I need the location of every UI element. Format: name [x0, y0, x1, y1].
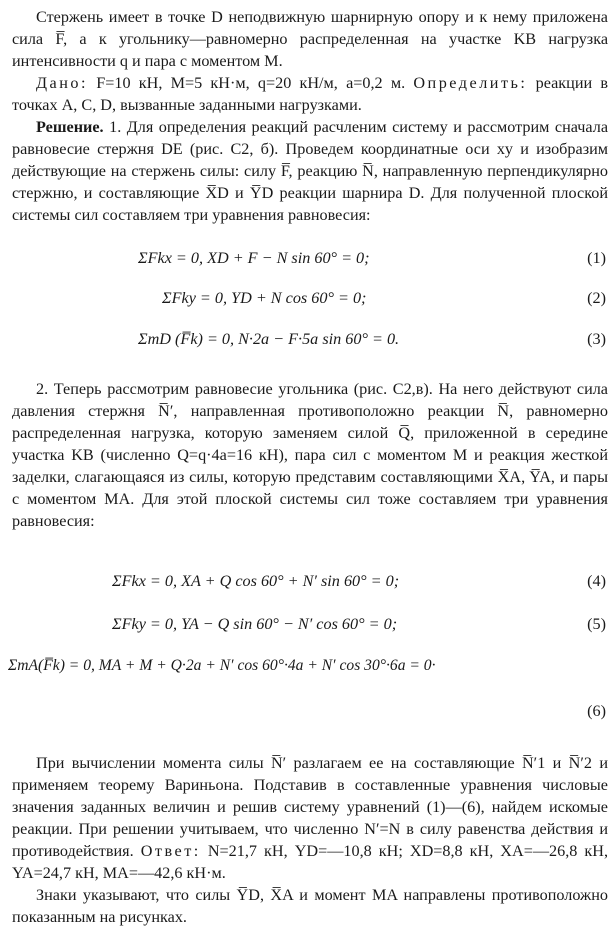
answer-values: N=21,7 кН, YD=—10,8 кН; XD=8,8 кН, XA=—26,8 кН, YA=24,7 кН, MA=—42,6 кН·м. [12, 842, 608, 882]
equation-6-number: (6) [587, 702, 606, 720]
given-and-find [12, 72, 608, 116]
find-text: реакции в точках A, C, D, вызванные заданными нагрузками. [12, 74, 609, 114]
equation-1: ΣFkx = 0, XD + F − N sin 60° = 0; [138, 249, 370, 267]
answer-label: Ответ: [140, 842, 201, 860]
equation-4: ΣFkx = 0, XA + Q cos 60° + N′ sin 60° = 0; [112, 572, 400, 590]
solution-part2: 2. Теперь рассмотрим равновесие угольника (рис. С2,в). На него действуют сила давления стержня N̅′, направленная противоположно реакции N̅, равномерно распределенная нагрузка, которую заменяем силой Q̅, приложенной в середине участка KB (численно Q=q·4a=16 кН), пара сил с моментом M и реакция жесткой заделки, слагающаяся из силы, которую представим составляющими X̅A, Y̅A, и пары с моментом MA. Для этой плоской системы сил тоже составляем три уравнения равновесия: [12, 380, 608, 530]
solution-part3: При вычислении момента силы N̅′ разлагаем ее на составляющие N̅′1 и N̅′2 и применяем теорему Вариньона. Подставив в составленные уравнения числовые значения заданных величин и решив систему уравнений (1)—(6), найдем искомые реакции. При решении учитываем, что численно N′=N в силу равенства действия и противодействия. Ответ: N=21,7 кН, YD=—10,8 кН; XD=8,8 кН, XA=—26,8 кН, YA=24,7 кН, MA=—42,6 кН·м. [12, 754, 608, 882]
equation-5: ΣFky = 0, YA − Q sin 60° − N′ cos 60° = 0; [112, 615, 398, 633]
equation-6: ΣmA(F̅k) = 0, MA + M + Q·2a + N′ cos 60°·4a + N′ cos 30°·6a = 0· [8, 657, 436, 674]
equation-2-number: (2) [587, 289, 606, 307]
equation-4-number: (4) [587, 572, 606, 590]
equation-1-number: (1) [587, 249, 606, 267]
equation-2: ΣFky = 0, YD + N cos 60° = 0; [162, 289, 367, 307]
find-label: Определить: [413, 74, 528, 92]
given-label: Дано: [36, 74, 88, 92]
equation-3-number: (3) [587, 330, 606, 348]
equation-5-number: (5) [587, 615, 606, 633]
given-values: F=10 кН, M=5 кН·м, q=20 кН/м, a=0,2 м. [96, 74, 406, 92]
solution-part1: Решение. 1. Для определения реакций расчленим систему и рассмотрим сначала равновесие стержня DE (рис. С2, б). Проведем координатные оси xy и изобразим действующие на стержень силы: силу F̅, реакцию N̅, направленную перпендикулярно стержню, и составляющие X̅D и Y̅D реакции шарнира D. Для полученной плоской системы сил составляем три уравнения равновесия: [12, 118, 609, 224]
sign-note: Знаки указывают, что силы Y̅D, X̅A и момент MA направлены противоположно показанным на рисунках. [12, 886, 608, 926]
solution-label: Решение. [36, 118, 104, 136]
problem-statement: Стержень имеет в точке D неподвижную шарнирную опору и к нему приложена сила F̅, а к угольнику—равномерно распределенная на участке KB нагрузка интенсивности q и пара с моментом M. [12, 8, 608, 70]
equation-3: ΣmD (F̅k) = 0, N·2a − F·5a sin 60° = 0. [138, 330, 400, 348]
